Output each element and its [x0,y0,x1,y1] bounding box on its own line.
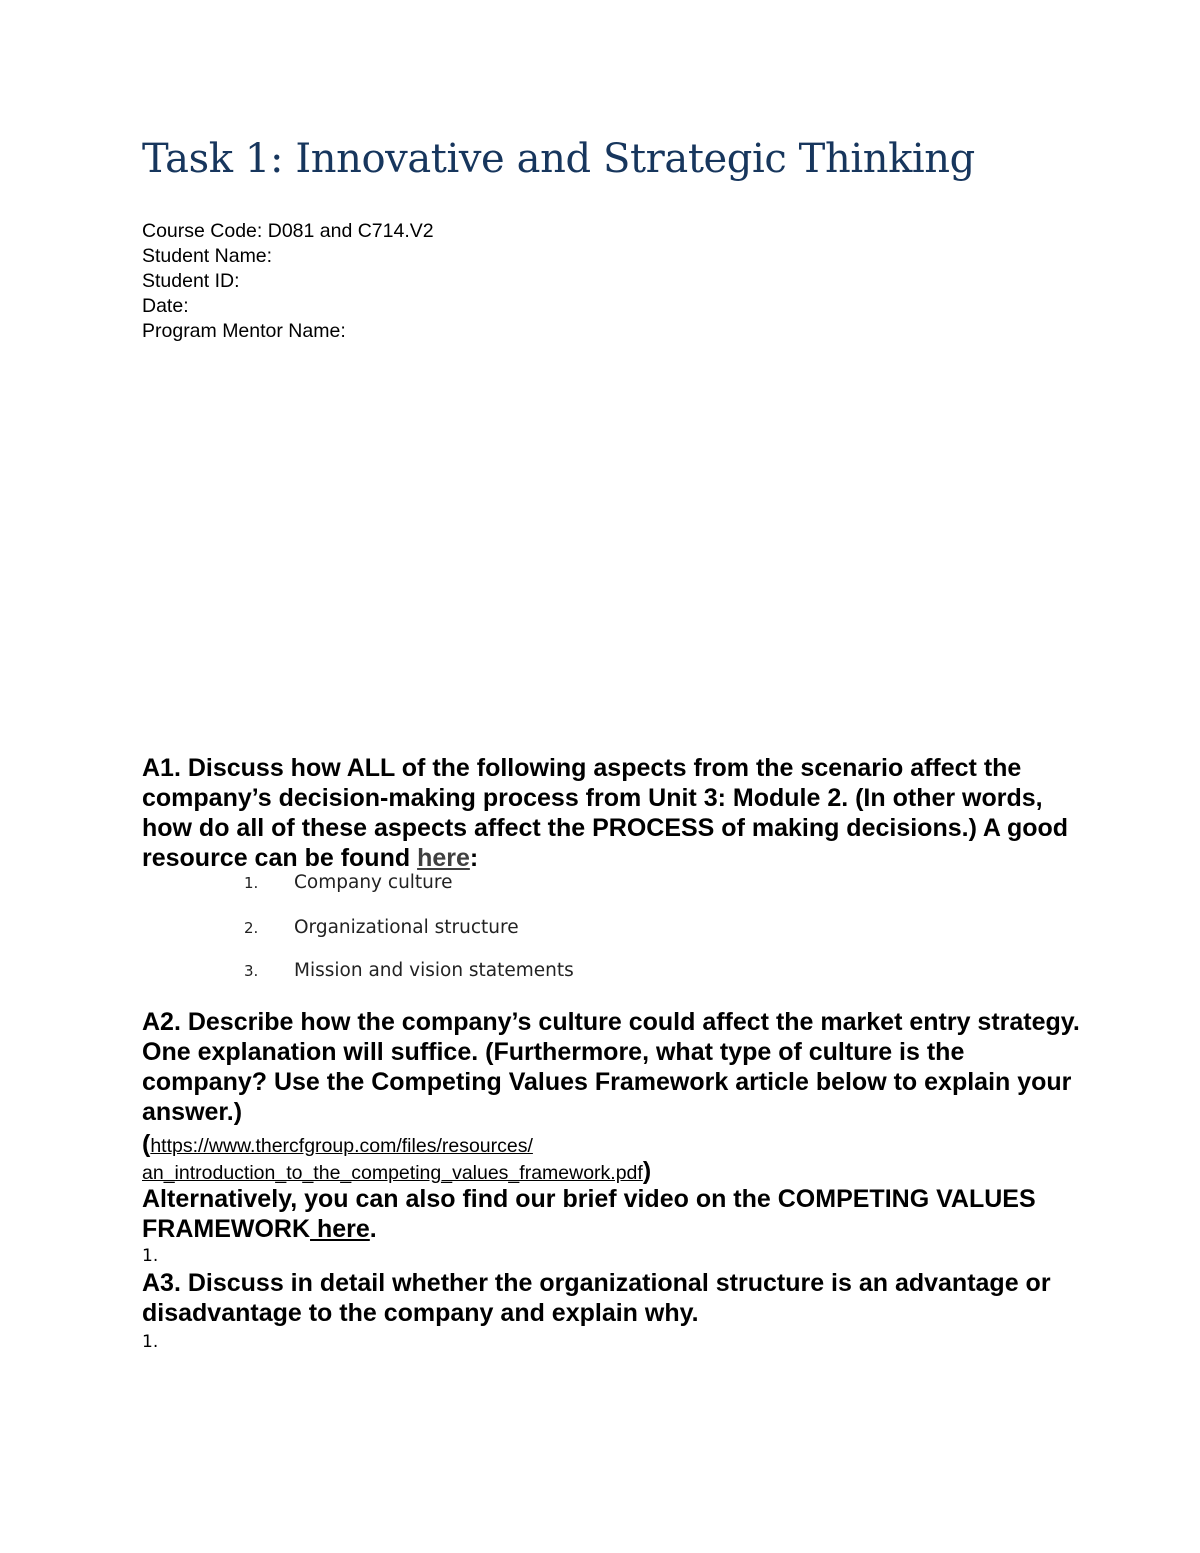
list-item-number: 2. [244,919,259,937]
cvf-video-link[interactable]: here [310,1215,370,1243]
question-a1 [142,753,1082,873]
list-item-number: 1. [244,874,259,892]
question-a1-text: A1. Discuss how ALL of the following aspects from the scenario affect the company’s decision-making process from Unit 3: Module 2. (In other words, how do all of these aspects affect the PROCESS of making decisions.) A good resource can be found [142,754,1069,872]
student-id-line: Student ID: [142,270,240,292]
list-item-number: 3. [244,962,259,980]
list-item-label: Company culture [294,872,453,893]
student-name-line: Student Name: [142,245,273,267]
course-code-line: Course Code: D081 and C714.V2 [142,220,434,242]
cvf-article-link-line2[interactable]: an_introduction_to_the_competing_values_framework.pdf [142,1162,643,1184]
a2-answer-number: 1. [142,1246,159,1266]
a3-answer-number: 1. [142,1332,159,1352]
cvf-video-note-period: . [369,1215,377,1243]
cvf-video-note [142,1184,1082,1244]
close-paren: ) [642,1157,652,1185]
document-title: Task 1: Innovative and Strategic Thinking [142,136,975,182]
date-line: Date: [142,295,189,317]
cvf-video-note-text: Alternatively, you can also find our brief video on the COMPETING VALUES FRAMEWORK [142,1185,1036,1243]
program-mentor-line: Program Mentor Name: [142,320,346,342]
cvf-article-link-line1[interactable]: https://www.thercfgroup.com/files/resources/ [150,1135,533,1157]
list-item [244,960,574,981]
question-a2: A2. Describe how the company’s culture could affect the market entry strategy. One explanation will suffice. (Furthermore, what type of culture is the company? Use the Competing Values Framework article below to explain your answer.) [142,1008,1080,1126]
student-info-block [142,219,434,344]
list-item [244,872,453,893]
question-a3: A3. Discuss in detail whether the organizational structure is an advantage or disadvantage to the company and explain why. [142,1269,1051,1327]
list-item [244,917,519,938]
open-paren: ( [142,1130,151,1158]
list-item-label: Organizational structure [294,917,519,938]
cvf-article-reference [142,1130,651,1188]
list-item-label: Mission and vision statements [294,960,574,981]
question-a1-colon: : [469,844,479,872]
a1-resource-link[interactable]: here [417,844,470,872]
